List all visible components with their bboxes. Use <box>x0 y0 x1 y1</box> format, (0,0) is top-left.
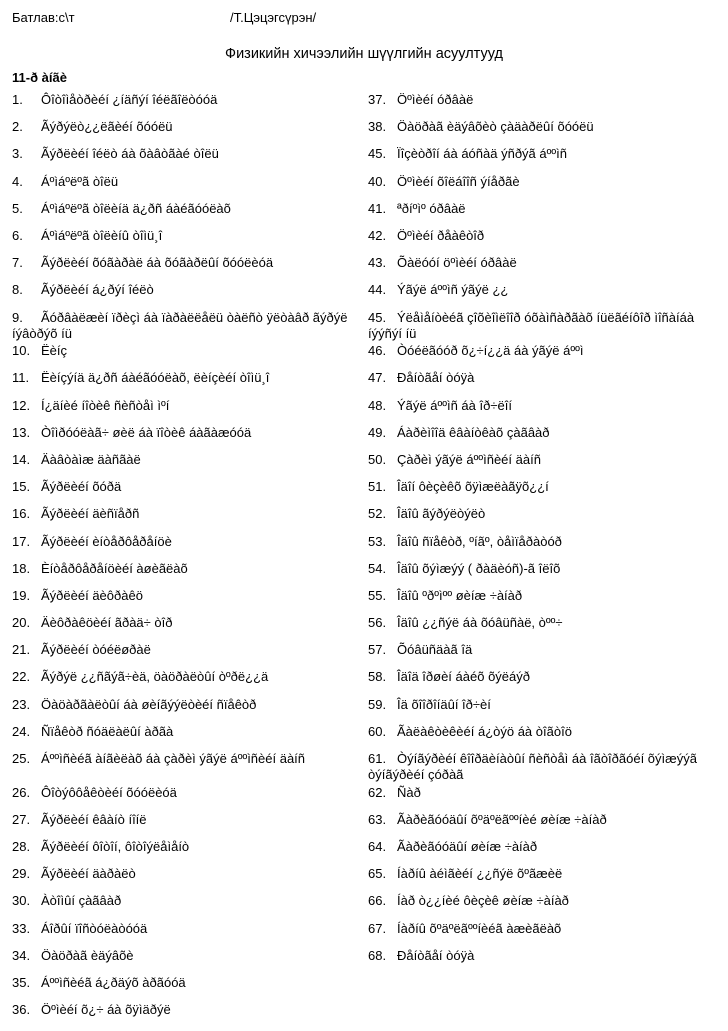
question-item <box>368 724 720 751</box>
question-text: Ãàëàêòèêèéí á¿òýö áà òîãòîö <box>397 723 572 739</box>
question-text: Áºìáºëºã òîëèíû òîìü¸î <box>41 227 163 243</box>
question-item <box>12 588 357 615</box>
question-item <box>12 343 357 370</box>
question-text: Öàöàðãàëòûí áà øèíãýýëòèéí ñïåêòð <box>41 696 257 712</box>
question-number: 25. <box>12 751 31 766</box>
question-text: Ðåíòãåí òóÿà <box>397 947 475 963</box>
question-number: 40. <box>368 173 387 189</box>
question-item <box>12 255 357 282</box>
question-text: Ñïåêòð ñóäëàëûí àðãà <box>41 723 174 739</box>
question-item <box>12 751 357 785</box>
question-number: 54. <box>368 560 387 576</box>
question-item <box>12 839 357 866</box>
question-text: Ãýðëèéí îéëò áà õàâòãàé òîëü <box>41 146 219 162</box>
question-text: Àòîìûí çàãâàð <box>41 893 122 909</box>
question-item <box>368 893 720 920</box>
question-text: Ãýðëèéí äèôðàêö <box>41 587 143 603</box>
question-number: 10. <box>12 343 31 359</box>
question-text: Ðåíòãåí òóÿà <box>397 370 475 386</box>
question-number: 4. <box>12 173 23 189</box>
question-number: 16. <box>12 506 31 522</box>
question-number: 20. <box>12 615 31 631</box>
question-text: Îäîû ¿¿ñýë áà õóâüñàë, òºº÷ <box>397 615 563 631</box>
question-number: 49. <box>368 424 387 440</box>
question-item <box>12 561 357 588</box>
question-number: 46. <box>368 343 387 359</box>
question-text: Áîðûí ïîñòóëàòóóä <box>41 920 148 936</box>
question-item <box>12 669 357 696</box>
question-item <box>368 228 720 255</box>
question-text: Òîìðóóëàã÷ øèë áà ïîòèê áàãàæóóä <box>41 424 252 440</box>
question-number: 2. <box>12 119 23 135</box>
question-item <box>12 479 357 506</box>
question-number: 15. <box>12 479 31 495</box>
question-text: Îä õîîðîíäûí îð÷èí <box>397 696 491 712</box>
question-text: Îäîí ôèçèêõ õÿìæëàãÿõ¿¿í <box>397 479 549 495</box>
question-number: 7. <box>12 255 23 271</box>
question-item <box>12 866 357 893</box>
question-number: 56. <box>368 615 387 631</box>
question-item <box>12 310 357 344</box>
question-text: Ãýðëèéí õóðä <box>41 479 122 495</box>
question-item <box>368 370 720 397</box>
question-text: Öºìèéí õîëáîîñ ýíåðãè <box>397 173 520 189</box>
question-item <box>368 506 720 533</box>
question-number: 63. <box>368 811 387 827</box>
question-number: 19. <box>12 587 31 603</box>
question-text: Îäîû ãýðýëòýëò <box>397 506 486 522</box>
question-item <box>368 452 720 479</box>
question-number: 41. <box>368 200 387 216</box>
question-item <box>368 642 720 669</box>
question-text: Ëèíç <box>41 343 68 359</box>
question-number: 44. <box>368 282 387 298</box>
question-text: Áººìñèéã á¿ðäýõ àðãóóä <box>41 975 186 990</box>
question-item <box>368 948 720 975</box>
question-item <box>368 479 720 506</box>
question-item <box>368 92 720 119</box>
question-number: 65. <box>368 866 387 882</box>
question-number: 9. <box>12 309 23 325</box>
question-number: 42. <box>368 227 387 243</box>
question-text: Îäîä îðøèí áàéõ õýëáýð <box>397 669 530 685</box>
question-item <box>12 119 357 146</box>
question-number: 21. <box>12 642 31 658</box>
question-text: Áàðèìîîä êâàíòêàõ çàãâàð <box>397 424 550 440</box>
question-text: Õóâüñäàã îä <box>397 642 473 658</box>
question-number: 29. <box>12 866 31 882</box>
question-item <box>12 975 357 1002</box>
question-number: 67. <box>368 920 387 936</box>
question-item <box>368 534 720 561</box>
question-item <box>12 615 357 642</box>
question-text: Ãýðëèéí êâàíò íîíë <box>41 811 147 827</box>
question-text: Ãýðëèéí äèñïåðñ <box>41 506 140 522</box>
question-item <box>12 506 357 533</box>
question-text: Ýãýë áººìñ áà îð÷ëîí <box>397 397 512 413</box>
question-text: Ôîòîìåòðèéí ¿íäñýí îéëãîëòóóä <box>41 92 218 107</box>
question-item <box>368 561 720 588</box>
question-number: 30. <box>12 893 31 909</box>
approved-by-label: Батлав:с\т <box>12 10 75 25</box>
question-number: 52. <box>368 506 387 522</box>
question-number: 27. <box>12 811 31 827</box>
question-number: 43. <box>368 255 387 271</box>
question-text: Èíòåðôåðåíöèéí àøèãëàõ <box>41 560 188 576</box>
question-text: Öàöðàã èäýâõè <box>41 947 134 963</box>
question-number: 50. <box>368 451 387 467</box>
question-item <box>368 812 720 839</box>
question-text: Ãóðâàëæèí ïðèçì áà ïàðàëëåëü òàëñò ÿëòàâð ãýðýë íýâòðýõ íü <box>12 309 348 341</box>
question-text: Öàöðàã èäýâõèò çàäàðëûí õóóëü <box>397 119 594 135</box>
question-text: Çàðèì ýãýë áººìñèéí äàíñ <box>397 451 541 467</box>
question-text: Òýíãýðèéí êîîðäèíàòûí ñèñòåì áà îãòîðãóéí õýìæýýã òýíãýðèéí çóðàã <box>368 751 697 782</box>
question-text: Ãàðèãóóäûí øèíæ ÷àíàð <box>397 839 538 855</box>
question-item <box>12 370 357 397</box>
question-number: 60. <box>368 723 387 739</box>
class-heading: 11-ð àíãè <box>12 70 67 85</box>
question-number: 5. <box>12 200 23 216</box>
left-question-column <box>12 92 357 1029</box>
question-text: Íàðíû àéìãèéí ¿¿ñýë õºãæèë <box>397 866 563 882</box>
question-text: Í¿äíèé íîòèê ñèñòåì ìºí <box>41 397 170 413</box>
question-number: 12. <box>12 397 31 413</box>
question-item <box>368 425 720 452</box>
question-number: 26. <box>12 784 31 800</box>
question-number: 22. <box>12 669 31 685</box>
question-text: Ãýðëèéí õóãàðàë áà õóãàðëûí õóóëèóä <box>41 255 274 271</box>
question-number: 45. <box>368 146 387 162</box>
question-item <box>12 893 357 920</box>
question-item <box>12 398 357 425</box>
question-item <box>368 839 720 866</box>
question-text: Ãýðëèéí òóéëøðàë <box>41 642 151 658</box>
page-title: Физикийн хичээлийн шүүлгийн асуултууд <box>225 46 503 62</box>
question-number: 8. <box>12 282 23 298</box>
question-text: ªðíºìº óðâàë <box>397 200 466 216</box>
question-item <box>12 697 357 724</box>
question-item <box>368 146 720 173</box>
question-item <box>368 697 720 724</box>
question-text: Öºìèéí õ¿÷ áà õÿìäðýë <box>41 1002 171 1018</box>
question-text: Äàâòàìæ äàñãàë <box>41 451 141 467</box>
question-item <box>12 785 357 812</box>
question-number: 11. <box>12 370 30 386</box>
question-number: 23. <box>12 696 31 712</box>
question-item <box>368 174 720 201</box>
question-item <box>368 615 720 642</box>
question-text: Ãàðèãóóäûí õºäºëãººíèé øèíæ ÷àíàð <box>397 811 607 827</box>
question-item <box>368 310 720 344</box>
question-number: 62. <box>368 784 387 800</box>
question-text: Ãýðýëò¿¿ëãèéí õóóëü <box>41 119 173 135</box>
question-text: Öºìèéí ðåàêòîð <box>397 227 485 243</box>
question-item <box>12 425 357 452</box>
question-text: Õàëóóí öºìèéí óðâàë <box>397 255 517 271</box>
question-text: Ëèíçýíä ä¿ðñ áàéãóóëàõ, ëèíçèéí òîìü¸î <box>41 370 270 386</box>
question-number: 55. <box>368 587 387 603</box>
question-text: Íàðíû õºäºëãººíèéã àæèãëàõ <box>397 920 562 936</box>
question-text: Íàð ò¿¿íèé ôèçèê øèíæ ÷àíàð <box>397 893 569 909</box>
question-text: Áºìáºëºã òîëü <box>41 173 119 189</box>
question-item <box>368 866 720 893</box>
question-number: 1. <box>12 92 23 107</box>
question-number: 18. <box>12 560 31 576</box>
question-text: Ãýðëèéí äàðàëò <box>41 866 136 882</box>
question-item <box>368 255 720 282</box>
question-item <box>12 1002 357 1029</box>
question-number: 33. <box>12 920 31 936</box>
question-item <box>12 174 357 201</box>
question-text: Îäîû ºðºìºº øèíæ ÷àíàð <box>397 587 523 603</box>
question-text: Ýëåìåíòèéã çîõèîìëîîð óõàìñàðãàõ íüëãéíôîð ìîñàíáà íýýñýí íü <box>368 309 695 341</box>
question-number: 14. <box>12 451 31 467</box>
question-number: 6. <box>12 227 23 243</box>
question-item <box>12 948 357 975</box>
question-text: Äèôðàêöèéí ãðàä÷ òîð <box>41 615 173 631</box>
question-number: 61. <box>368 751 387 766</box>
question-number: 68. <box>368 947 387 963</box>
question-number: 59. <box>368 696 387 712</box>
question-item <box>12 724 357 751</box>
question-item <box>368 785 720 812</box>
question-item <box>368 119 720 146</box>
question-item <box>368 751 720 785</box>
question-text: Ãýðëèéí ôîòîí, ôîòîýëåìåíò <box>41 839 190 855</box>
question-text: Òóéëãóóð õ¿÷í¿¿ä áà ýãýë áººì <box>397 343 584 359</box>
question-text: Îäîû ñïåêòð, ºíãº, òåìïåðàòóð <box>397 533 562 549</box>
question-text: Öºìèéí óðâàë <box>397 92 474 107</box>
question-item <box>368 201 720 228</box>
question-text: Ãýðëèéí èíòåðôåðåíöè <box>41 533 172 549</box>
question-number: 48. <box>368 397 387 413</box>
question-number: 66. <box>368 893 387 909</box>
question-number: 13. <box>12 424 31 440</box>
question-item <box>12 452 357 479</box>
question-text: Ãýðýë ¿¿ñãýã÷èä, öàöðàëòûí òºðë¿¿ä <box>41 669 269 685</box>
question-text: Áººìñèéã àíãèëàõ áà çàðèì ýãýë áººìñèéí äàíñ <box>41 751 306 766</box>
question-number: 47. <box>368 370 387 386</box>
question-item <box>12 812 357 839</box>
question-item <box>368 282 720 309</box>
question-number: 36. <box>12 1002 31 1018</box>
question-number: 17. <box>12 533 31 549</box>
question-item <box>12 228 357 255</box>
question-number: 35. <box>12 975 31 990</box>
question-number: 34. <box>12 947 31 963</box>
question-item <box>12 282 357 309</box>
question-number: 53. <box>368 533 387 549</box>
right-question-column <box>368 92 720 975</box>
question-item <box>368 588 720 615</box>
question-number: 37. <box>368 92 387 107</box>
question-number: 28. <box>12 839 31 855</box>
question-text: Ïîçèòðîí áà áóñàä ýñðýã áººìñ <box>397 146 567 162</box>
question-item <box>12 201 357 228</box>
question-text: Áºìáºëºã òîëèíä ä¿ðñ áàéãóóëàõ <box>41 200 231 216</box>
question-number: 64. <box>368 839 387 855</box>
question-text: Ñàð <box>397 784 421 800</box>
question-text: Ýãýë áººìñ ýãýë ¿¿ <box>397 282 509 298</box>
question-number: 45. <box>368 309 387 325</box>
signer-name: /Т.Цэцэгсүрэн/ <box>230 10 317 25</box>
question-item <box>368 398 720 425</box>
question-number: 57. <box>368 642 387 658</box>
question-item <box>12 642 357 669</box>
question-item <box>368 921 720 948</box>
question-number: 24. <box>12 723 31 739</box>
question-text: Ãýðëèéí á¿ðýí îéëò <box>41 282 154 298</box>
question-number: 51. <box>368 479 387 495</box>
question-item <box>12 92 357 119</box>
question-item <box>12 921 357 948</box>
question-item <box>12 146 357 173</box>
question-item <box>368 343 720 370</box>
question-number: 3. <box>12 146 23 162</box>
question-text: Ôîòýôôåêòèéí õóóëèóä <box>41 784 177 800</box>
question-number: 38. <box>368 119 387 135</box>
question-text: Îäîû õýìæýý ( ðàäèóñ)-ã îëîõ <box>397 560 561 576</box>
question-number: 58. <box>368 669 387 685</box>
question-item <box>368 669 720 696</box>
question-item <box>12 534 357 561</box>
